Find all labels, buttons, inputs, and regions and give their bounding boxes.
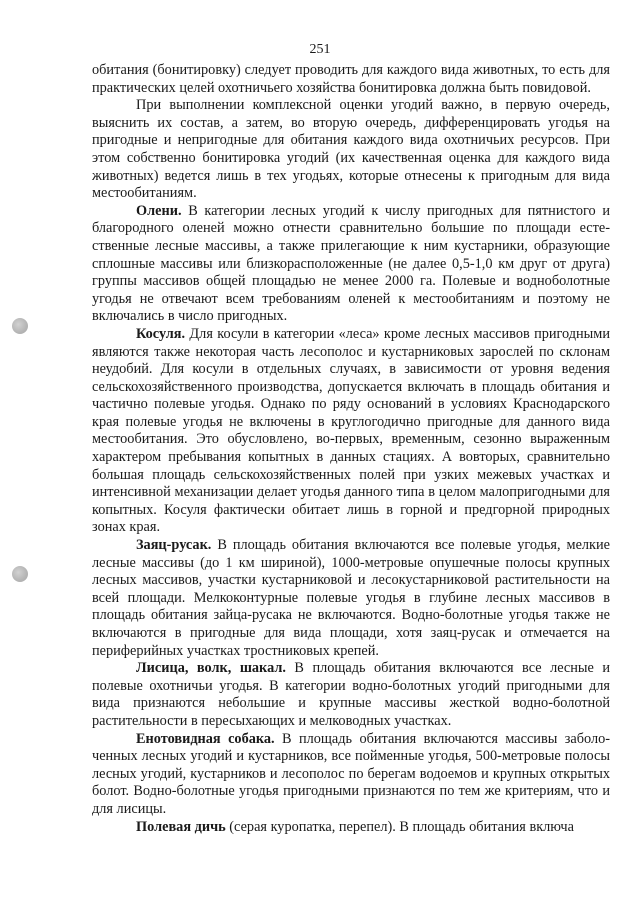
paragraph-hare [92, 537, 610, 660]
paragraph-text: обитания (бонитировку) следует проводить для каждого вида животных, то есть для практических целей охотничьего хозяйства бонитировка должна быть повидовой. [92, 62, 610, 96]
paragraph-continuation [92, 62, 610, 97]
species-name: Заяц-русак. [136, 537, 212, 554]
species-name: Лисица, волк, шакал. [136, 660, 286, 677]
species-name: Косуля. [136, 325, 186, 342]
paragraph-field-game [92, 819, 610, 837]
species-name: Олени. [136, 202, 182, 219]
punch-hole-bottom [12, 566, 28, 582]
document-body [92, 62, 610, 836]
paragraph-text: (серая куропатка, перепел). В площадь обитания включа [225, 818, 574, 835]
paragraph-deer [92, 203, 610, 326]
page-number: 251 [309, 42, 331, 57]
paragraph-text: В площадь обитания включаются все полевые угодья, мелкие лесные массивы (до 1 км шириной), 1000-метровые опушечные полосы крупных лесных массивов, участки кустарниковой и лесокустарниковой растительности на всей площади. Мелкоконтурные полевые угодья в глубине лесных массивов в площадь обитания зайца-русака не включаются. Водно-болотные угодья также не включаются в пригодные для вида площади, хотя заяц-русак и отмечается на периферийных участках тростниковых крепей. [92, 537, 610, 659]
paragraph-fox-wolf-jackal [92, 660, 610, 730]
paragraph-text: В площадь обитания включаются все лесные и полевые охотничьи угодья. В категории водно-болотных угодий пригодными для вида признаются небольшие и крупные массивы жесткой водно-болотной растительности в пересыхающих и мелководных участках. [92, 660, 610, 729]
paragraph-assessment [92, 97, 610, 203]
species-name: Енотовидная собака. [136, 730, 275, 747]
punch-hole-top [12, 318, 28, 334]
paragraph-roe-deer [92, 326, 610, 537]
paragraph-text: В категории лесных угодий к числу пригодных для пятнистого и благородного оленей можно отнести сравнительно большие по площади естественные лесные массивы, а также прилегающие к ним кустарники, образующие сплошные массивы или близкорасположенные (не далее 0,5-1,0 км друг от друга) группы массивов общей площадью не менее 2000 га. Полевые и водноболотные угодья не отвечают всем требованиям оленей к местообитаниям и поэтому не включались в число пригодных. [92, 202, 610, 325]
paragraph-text: Для косули в категории «леса» кроме лесных массивов пригодными являются также некоторая часть лесополос и кустарниковых зарослей по склонам неудобий. Для косули в отдельных случаях, в зависимости от уровня ведения сельскохозяйственного производства, допускается включать в площадь обитания и частично полевые угодья. Однако по ряду оснований в условиях Краснодарского края полевые угодья не включены в круглогодично пригодные для данного вида местообитания. Это обусловлено, во-первых, временным, сезонно выраженным характером пребывания копытных в данных стациях. А вовторых, сравнительно большая площадь сельскохозяйственных полей при узких межевых участках и интенсивной механизации делает угодья данного типа в целом малопригодными для копытных. Косуля фактически обитает лишь в горной и предгорной природных зонах края. [92, 325, 610, 536]
paragraph-text: В площадь обитания включаются массивы заболоченных лесных угодий и кустарников, все пойменные угодья, 500-метровые полосы лесных угодий, кустарников и лесополос по берегам водоемов и крупных открытых болот. Водно-болотные угодья пригодными признаются по тем же критериям, что и для лисицы. [92, 730, 610, 817]
species-name: Полевая дичь [136, 818, 226, 835]
paragraph-raccoon-dog [92, 731, 610, 819]
paragraph-text: При выполнении комплексной оценки угодий важно, в первую очередь, выяснить их состав, а затем, во вторую очередь, дифференцировать угодья на пригодные и непригодные для обитания каждого вида охотничьих ресурсов. При этом собственно бонитировка угодий (их качественная оценка для каждого вида животных) ведется лишь в тех угодьях, которые отнесены к пригодным для вида местообитаниям. [92, 97, 610, 202]
